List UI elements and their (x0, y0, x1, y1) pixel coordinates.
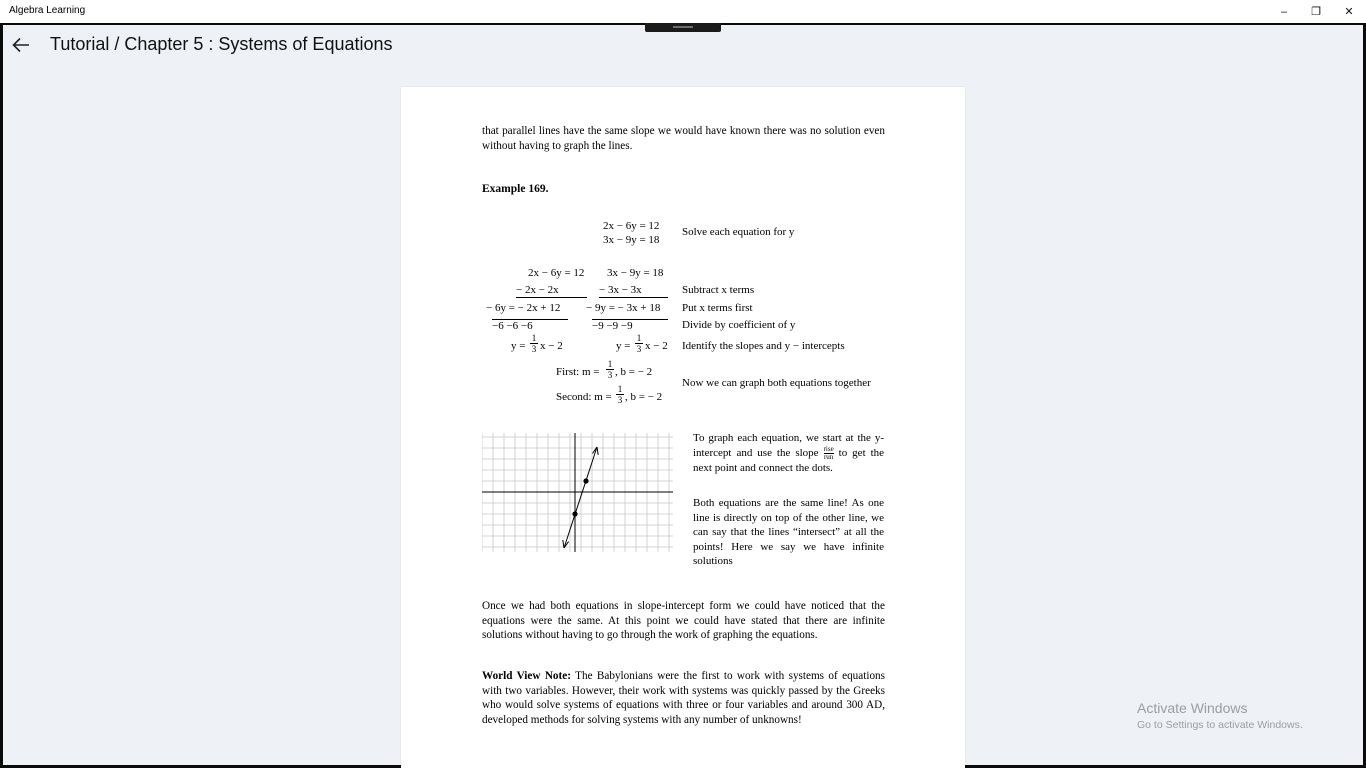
fraction-denominator: 3 (636, 344, 642, 354)
arrow-left-icon (12, 37, 30, 53)
step-row3-instruction: Put x terms first (682, 302, 753, 314)
graph-explanation-2: Both equations are the same line! As one line is directly on top of the other line, we can say that the lines “intersect” at all the points! Here we say we have infinite solutions (693, 497, 884, 567)
intro-paragraph: that parallel lines have the same slope we would have known there was no solution even without having to graph the lines. (482, 125, 885, 152)
back-button[interactable] (9, 33, 33, 57)
second-slope-pre: Second: m = (556, 391, 612, 403)
slope-rise: rise (823, 444, 834, 453)
coordinate-graph (482, 433, 673, 552)
graph-text-1b: to get the next point and connect the dots. (693, 446, 885, 474)
activation-watermark-title: Activate Windows (1137, 700, 1248, 716)
slope-run: run (823, 452, 834, 461)
step-row4-instruction: Divide by coefficient of y (682, 319, 796, 331)
minimize-icon: – (1280, 5, 1288, 18)
fraction-numerator: 1 (617, 384, 623, 394)
fraction-numerator: 1 (531, 333, 537, 343)
close-button[interactable] (1333, 0, 1365, 23)
page-title: Tutorial / Chapter 5 : Systems of Equations (50, 34, 393, 54)
example-heading: Example 169. (482, 183, 549, 195)
graph-text-1: To graph each equation, we start at the y-intercept and use the slope (693, 432, 884, 459)
world-view-note-label: World View Note: (482, 670, 571, 682)
step-row5-instruction: Identify the slopes and y − intercepts (682, 340, 845, 352)
restore-icon: ❐ (1311, 6, 1321, 18)
step-row5-right-post: x − 2 (645, 340, 668, 352)
step-row1-right: 3x − 9y = 18 (607, 267, 664, 279)
minimize-button[interactable] (1268, 0, 1300, 23)
window-frame-left (0, 23, 3, 768)
world-view-note (482, 669, 885, 727)
step-row4-left: −6 −6 −6 (492, 319, 568, 333)
fraction-numerator: 1 (607, 359, 613, 369)
first-slope-fraction (606, 359, 614, 380)
second-slope-fraction (616, 384, 624, 405)
step-row2-right: − 3x − 3x (599, 284, 668, 298)
slope-intercept-paragraph: Once we had both equations in slope-intercept form we could have noticed that the equations were the same. At this point we could have stated that there are infinite solutions without having to go through the work of graphing the equations. (482, 600, 885, 642)
system-eq2: 3x − 9y = 18 (603, 234, 660, 246)
close-icon: ✕ (1344, 6, 1354, 18)
step-row3-right: − 9y = − 3x + 18 (586, 302, 661, 314)
second-slope-post: , b = − 2 (625, 391, 663, 403)
maximize-button[interactable] (1300, 0, 1332, 23)
graph-explanation-1 (693, 431, 884, 475)
step-row5-left-pre: y = (511, 340, 526, 352)
step-row3-left: − 6y = − 2x + 12 (486, 302, 561, 314)
system-eq1: 2x − 6y = 12 (603, 220, 660, 232)
fraction-denominator: 3 (617, 395, 623, 405)
point-y-intercept (572, 511, 577, 516)
first-slope-pre: First: m = (556, 366, 600, 378)
system-instruction: Solve each equation for y (682, 226, 795, 238)
fraction-denominator: 3 (607, 370, 613, 380)
step-row2-instruction: Subtract x terms (682, 284, 755, 296)
rise-over-run (824, 446, 834, 461)
step-row5-right-pre: y = (616, 340, 631, 352)
fraction-denominator: 3 (531, 344, 537, 354)
step-row5-right-fraction (635, 333, 643, 354)
step-row4-right: −9 −9 −9 (592, 319, 668, 333)
step-row5-left-post: x − 2 (540, 340, 563, 352)
drag-handle[interactable] (645, 23, 721, 32)
fraction-numerator: 1 (636, 333, 642, 343)
activation-watermark-subtitle: Go to Settings to activate Windows. (1137, 719, 1303, 731)
app-title: Algebra Learning (9, 5, 86, 16)
point-next (583, 478, 588, 483)
document-page[interactable] (401, 87, 965, 768)
step-row5-left-fraction (530, 333, 538, 354)
step-row1-left: 2x − 6y = 12 (528, 267, 585, 279)
first-slope-post: , b = − 2 (615, 366, 653, 378)
title-bar[interactable] (0, 0, 1366, 23)
graph-instruction: Now we can graph both equations together (682, 377, 871, 389)
world-view-note-text: The Babylonians were the first to work with systems of equations with two variables. However, their work with systems was quickly passed by the Greeks who would solve systems of equations with three or four variables and around 300 AD, developed methods for solving systems with any number of unknowns! (482, 670, 885, 726)
step-row2-left: − 2x − 2x (516, 284, 587, 298)
